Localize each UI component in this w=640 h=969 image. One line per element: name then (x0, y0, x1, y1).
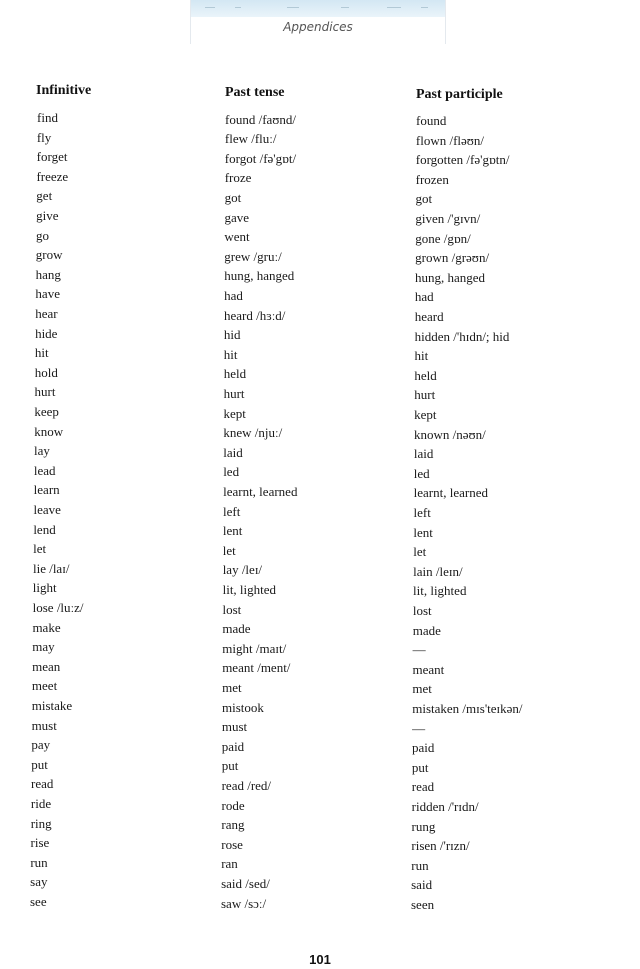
past-participle-cell: forgotten /fə'gɒtn/ (415, 152, 510, 168)
past-tense-cell: found /faʊnd/ (225, 111, 297, 127)
past-tense-cell: laid (223, 444, 243, 460)
table-row (0, 167, 640, 187)
past-participle-cell: hidden /'hɪdn/; hid (414, 328, 510, 344)
infinitive-cell: give (36, 208, 59, 223)
table-row (0, 128, 640, 148)
past-participle-cell: ridden /'rɪdn/ (411, 799, 479, 814)
past-tense-cell: let (222, 542, 236, 558)
past-tense-cell: went (224, 229, 250, 245)
table-row (0, 343, 640, 363)
past-participle-cell: made (412, 622, 441, 638)
infinitive-cell: rise (30, 835, 50, 851)
table-row (0, 716, 640, 736)
past-participle-cell: lain /leɪn/ (413, 563, 463, 579)
infinitive-cell: freeze (36, 168, 69, 184)
past-tense-cell: lit, lighted (222, 581, 277, 597)
past-tense-cell: hit (223, 346, 238, 362)
past-participle-cell: gone /gɒn/ (415, 230, 471, 246)
table-row (0, 402, 640, 422)
past-tense-cell: kept (223, 405, 246, 421)
infinitive-cell: go (35, 227, 49, 243)
past-tense-cell: rose (221, 836, 243, 852)
table-row (0, 363, 640, 383)
past-participle-cell: — (412, 642, 426, 658)
table-row (0, 833, 640, 853)
past-participle-cell: rung (411, 818, 436, 834)
banner-decoration (191, 0, 445, 17)
table-row (0, 598, 640, 618)
infinitive-cell: put (31, 756, 48, 772)
table-row (0, 206, 640, 226)
past-participle-cell: hit (414, 348, 429, 364)
past-tense-cell: flew /fluː/ (224, 131, 277, 147)
infinitive-cell: fly (36, 129, 52, 145)
past-participle-cell: left (413, 505, 431, 520)
infinitive-cell: run (30, 854, 48, 870)
past-participle-cell: paid (412, 740, 435, 756)
past-participle-cell: laid (413, 446, 434, 462)
infinitive-cell: hit (34, 345, 49, 361)
infinitive-cell: learn (33, 482, 60, 498)
infinitive-cell: see (30, 894, 47, 909)
infinitive-cell: must (31, 717, 57, 733)
table-row (0, 186, 640, 206)
table-row (0, 696, 640, 716)
infinitive-cell: may (32, 639, 55, 655)
past-participle-cell: met (412, 681, 432, 697)
infinitive-cell: hear (35, 306, 58, 321)
past-participle-cell: held (414, 367, 437, 383)
past-tense-cell: heard /hɜːd/ (224, 307, 286, 323)
past-tense-cell: knew /njuː/ (223, 425, 283, 441)
past-participle-cell: got (415, 191, 433, 207)
infinitive-cell: meet (31, 678, 58, 694)
infinitive-cell: make (32, 619, 61, 635)
infinitive-cell: mistake (31, 698, 73, 713)
past-tense-cell: left (223, 503, 241, 519)
past-tense-cell: hid (223, 327, 241, 343)
column-header-past-participle: Past participle (416, 87, 503, 102)
infinitive-cell: know (34, 423, 64, 439)
table-row (0, 559, 640, 579)
table-row (0, 735, 640, 755)
past-participle-cell: had (414, 289, 434, 305)
table-row (0, 461, 640, 481)
past-participle-cell: kept (414, 407, 437, 422)
past-tense-cell: rode (221, 797, 245, 813)
past-participle-cell: seen (411, 897, 435, 912)
table-row (0, 618, 640, 638)
table-row (0, 500, 640, 520)
past-tense-cell: forgot /fə'gɒt/ (224, 150, 297, 166)
appendices-banner (190, 0, 446, 44)
past-participle-cell: found (416, 113, 447, 128)
table-row (0, 265, 640, 285)
infinitive-cell: find (37, 110, 58, 125)
past-tense-cell: grew /gruː/ (224, 248, 282, 264)
past-tense-cell: read /red/ (221, 777, 272, 793)
table-row (0, 382, 640, 402)
past-participle-cell: heard (414, 309, 444, 324)
past-tense-cell: got (224, 189, 242, 205)
past-tense-cell: met (222, 679, 242, 695)
table-row (0, 755, 640, 775)
table-row (0, 637, 640, 657)
past-tense-cell: hung, hanged (224, 268, 295, 284)
past-participle-cell: mistaken /mɪs'teɪkən/ (412, 701, 523, 716)
table-row (0, 422, 640, 442)
page-number: 101 (309, 952, 331, 967)
past-tense-cell: learnt, learned (223, 483, 298, 499)
infinitive-cell: lay (34, 443, 50, 459)
table-row (0, 539, 640, 559)
section-title: Appendices (283, 20, 353, 34)
infinitive-cell: lie /laɪ/ (32, 560, 70, 576)
past-participle-cell: lost (412, 603, 432, 618)
past-tense-cell: said /sed/ (221, 875, 270, 891)
infinitive-cell: get (36, 188, 53, 204)
table-row (0, 520, 640, 540)
past-participle-cell: led (413, 465, 430, 481)
past-participle-cell: — (412, 720, 426, 736)
table-row (0, 657, 640, 677)
past-participle-cell: flown /fləʊn/ (415, 132, 485, 148)
past-participle-cell: given /'gɪvn/ (415, 211, 481, 226)
past-participle-cell: hurt (414, 387, 436, 403)
past-participle-cell: frozen (415, 171, 449, 187)
table-row (0, 480, 640, 500)
past-tense-cell: led (223, 464, 240, 480)
infinitive-cell: say (30, 874, 48, 890)
past-participle-cell: put (411, 759, 429, 775)
table-row (0, 284, 640, 304)
infinitive-cell: hang (35, 266, 61, 282)
table-row (0, 774, 640, 794)
infinitive-cell: grow (35, 247, 63, 263)
past-tense-cell: had (224, 287, 243, 303)
past-tense-cell: hurt (223, 385, 245, 401)
past-tense-cell: must (221, 719, 248, 735)
table-row (0, 814, 640, 834)
past-participle-cell: meant (412, 661, 445, 677)
table-row (0, 794, 640, 814)
past-participle-cell: let (413, 544, 427, 560)
table-row (0, 304, 640, 324)
infinitive-cell: ride (30, 796, 52, 811)
past-tense-cell: made (222, 621, 251, 637)
table-row (0, 245, 640, 265)
past-participle-cell: read (411, 779, 435, 795)
past-participle-cell: lent (413, 524, 433, 540)
table-row (0, 676, 640, 696)
past-participle-cell: learnt, learned (413, 485, 488, 501)
column-header-past-tense: Past tense (225, 85, 285, 100)
past-tense-cell: ran (221, 856, 238, 872)
infinitive-cell: keep (34, 404, 59, 419)
past-tense-cell: meant /ment/ (222, 660, 291, 676)
past-tense-cell: held (223, 366, 247, 382)
table-row (0, 226, 640, 246)
past-tense-cell: rang (221, 817, 245, 833)
table-row (0, 853, 640, 873)
infinitive-cell: have (35, 286, 60, 302)
column-header-infinitive: Infinitive (36, 83, 92, 98)
table-row (0, 108, 640, 128)
past-tense-cell: gave (224, 209, 250, 225)
past-tense-cell: froze (224, 170, 252, 186)
infinitive-cell: lose /luːz/ (32, 600, 84, 615)
past-participle-cell: hung, hanged (415, 269, 486, 285)
table-row (0, 892, 640, 912)
past-tense-cell: lay /leɪ/ (222, 562, 263, 578)
infinitive-cell: leave (33, 502, 61, 517)
infinitive-cell: read (31, 776, 54, 792)
past-participle-cell: lit, lighted (413, 583, 467, 599)
past-tense-cell: put (221, 758, 239, 774)
past-participle-cell: said (411, 877, 433, 893)
past-participle-cell: risen /'rɪzn/ (411, 838, 470, 854)
infinitive-cell: mean (32, 658, 61, 674)
infinitive-cell: let (33, 541, 47, 557)
infinitive-cell: lead (33, 462, 56, 478)
past-tense-cell: paid (221, 738, 245, 754)
past-tense-cell: might /maɪt/ (222, 640, 287, 656)
table-row (0, 147, 640, 167)
past-tense-cell: mistook (222, 699, 264, 715)
infinitive-cell: forget (36, 149, 68, 165)
past-participle-cell: known /nəʊn/ (414, 426, 486, 442)
infinitive-cell: pay (31, 737, 51, 753)
table-row (0, 441, 640, 461)
past-tense-cell: lost (222, 601, 242, 617)
past-tense-cell: lent (222, 523, 243, 539)
table-row (0, 872, 640, 892)
infinitive-cell: lend (33, 521, 56, 537)
table-row (0, 578, 640, 598)
past-participle-cell: run (411, 857, 429, 873)
infinitive-cell: ring (30, 815, 52, 831)
infinitive-cell: hurt (34, 384, 56, 400)
infinitive-cell: hold (34, 364, 58, 380)
table-row (0, 324, 640, 344)
past-tense-cell: saw /sɔː/ (221, 895, 267, 911)
past-participle-cell: grown /grəʊn/ (415, 250, 490, 266)
infinitive-cell: light (32, 580, 57, 596)
infinitive-cell: hide (35, 325, 58, 341)
